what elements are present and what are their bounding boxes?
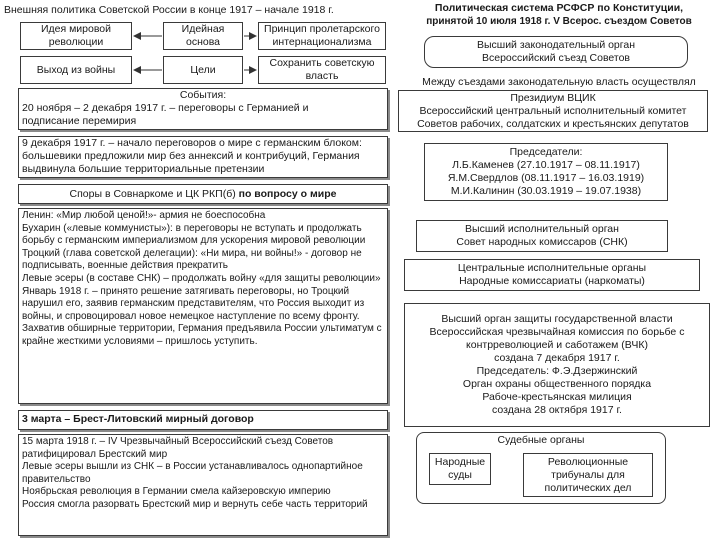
position-item: Ленин: «Мир любой ценой!»- армия не боеспособна: [22, 210, 266, 221]
left-title: Внешняя политика Советской России в конце 1917 – начале 1918 г.: [4, 4, 334, 16]
supreme-box: Высший законодательный орган Всероссийский съезд Советов: [424, 36, 688, 68]
position-item: Левые эсеры (в составе СНК) – продолжать войну «для защиты революции»: [22, 272, 381, 284]
disputes-heading: Споры в Совнаркоме и ЦК РКП(б) по вопросу о мире: [69, 187, 337, 200]
events-heading: События:: [179, 89, 227, 101]
position-item: Январь 1918 г. – принято решение затягивать переговоры, но Троцкий нарушил его, заявив германским представителям, что Россия выходит из войны, и спровоцировал новое немецкое наступление по всему фронту.: [22, 285, 365, 322]
executive-box: Высший исполнительный орган Совет народных комиссаров (СНК): [416, 220, 668, 252]
vcik-box: Президиум ВЦИК Всероссийский центральный исполнительный комитет Советов рабочих, солдатских и крестьянских депутатов: [398, 90, 708, 132]
people-courts-box: Народные суды: [429, 453, 491, 485]
after-item: Россия смогла разорвать Брестский мир и вернуть себе часть территорий: [22, 498, 368, 510]
central-box: Центральные исполнительные органы Народные комиссариаты (наркоматы): [404, 259, 700, 291]
treaty-box: 3 марта – Брест-Литовский мирный договор: [18, 410, 388, 430]
idea-label: Идея мировой революции: [40, 23, 112, 48]
courts-title: Судебные органы: [497, 434, 585, 446]
between-text: Между съездами законодательную власть осуществлял: [422, 76, 696, 88]
after-item: Ноябрьская революция в Германии смела кайзеровскую империю: [22, 486, 331, 498]
position-item: Троцкий (глава советской делегации): «Ни мира, ни войны!» - договор не подписывать, военные действия прекратить: [22, 247, 362, 272]
position-item: Захватив обширные территории, Германия предъявила России ультиматум с крайне жесткими условиями – пришлось уступить.: [22, 323, 382, 347]
tribunals-box: Революционные трибуналы для политических дел: [523, 453, 653, 497]
ideological-label: Идейная основа: [181, 23, 225, 48]
exit-war-label: Выход из войны: [36, 63, 116, 76]
events-item-1: 20 ноября – 2 декабря 1917 г. – переговоры с Германией и подписание перемирия: [22, 102, 309, 127]
goals-label: Цели: [190, 63, 216, 76]
preserve-label: Сохранить советскую власть: [269, 57, 375, 82]
right-title: Политическая система РСФСР по Конституции, принятой 10 июля 1918 г. V Всерос. съездом Советов: [426, 2, 692, 27]
chairmen-box: Председатели: Л.Б.Каменев (27.10.1917 – 08.11.1917) Я.М.Свердлов (08.11.1917 – 16.03.1919) М.И.Калинин (30.03.1919 – 19.07.1938): [424, 143, 668, 201]
proletarian-label: Принцип пролетарского интернационализма: [264, 23, 380, 48]
position-item: Бухарин («левые коммунисты»): в переговоры не вступать и продолжать борьбу с германским империализмом для ускорения мировой революции: [22, 222, 366, 247]
security-box: Высший орган защиты государственной власти Всероссийская чрезвычайная комиссия по борьбе с контрреволюцией и саботажем (ВЧК) создана 7 декабря 1917 г. Председатель: Ф.Э.Дзержинский Орган охраны общественного порядка Рабоче-крестьянская милиция создана 28 октября 1917 г.: [404, 303, 710, 427]
negotiations-box: 9 декабря 1917 г. – начало переговоров о мире с германским блоком: большевики предложили мир без аннексий и контрибуций, Германия выдвинула большие территориальные претензии: [18, 136, 388, 178]
after-item: Левые эсеры вышли из СНК – в России устанавливалось однопартийное правительство: [22, 461, 363, 485]
after-item: 15 марта 1918 г. – IV Чрезвычайный Всероссийский съезд Советов ратифицировал Брестский мир: [22, 436, 334, 460]
